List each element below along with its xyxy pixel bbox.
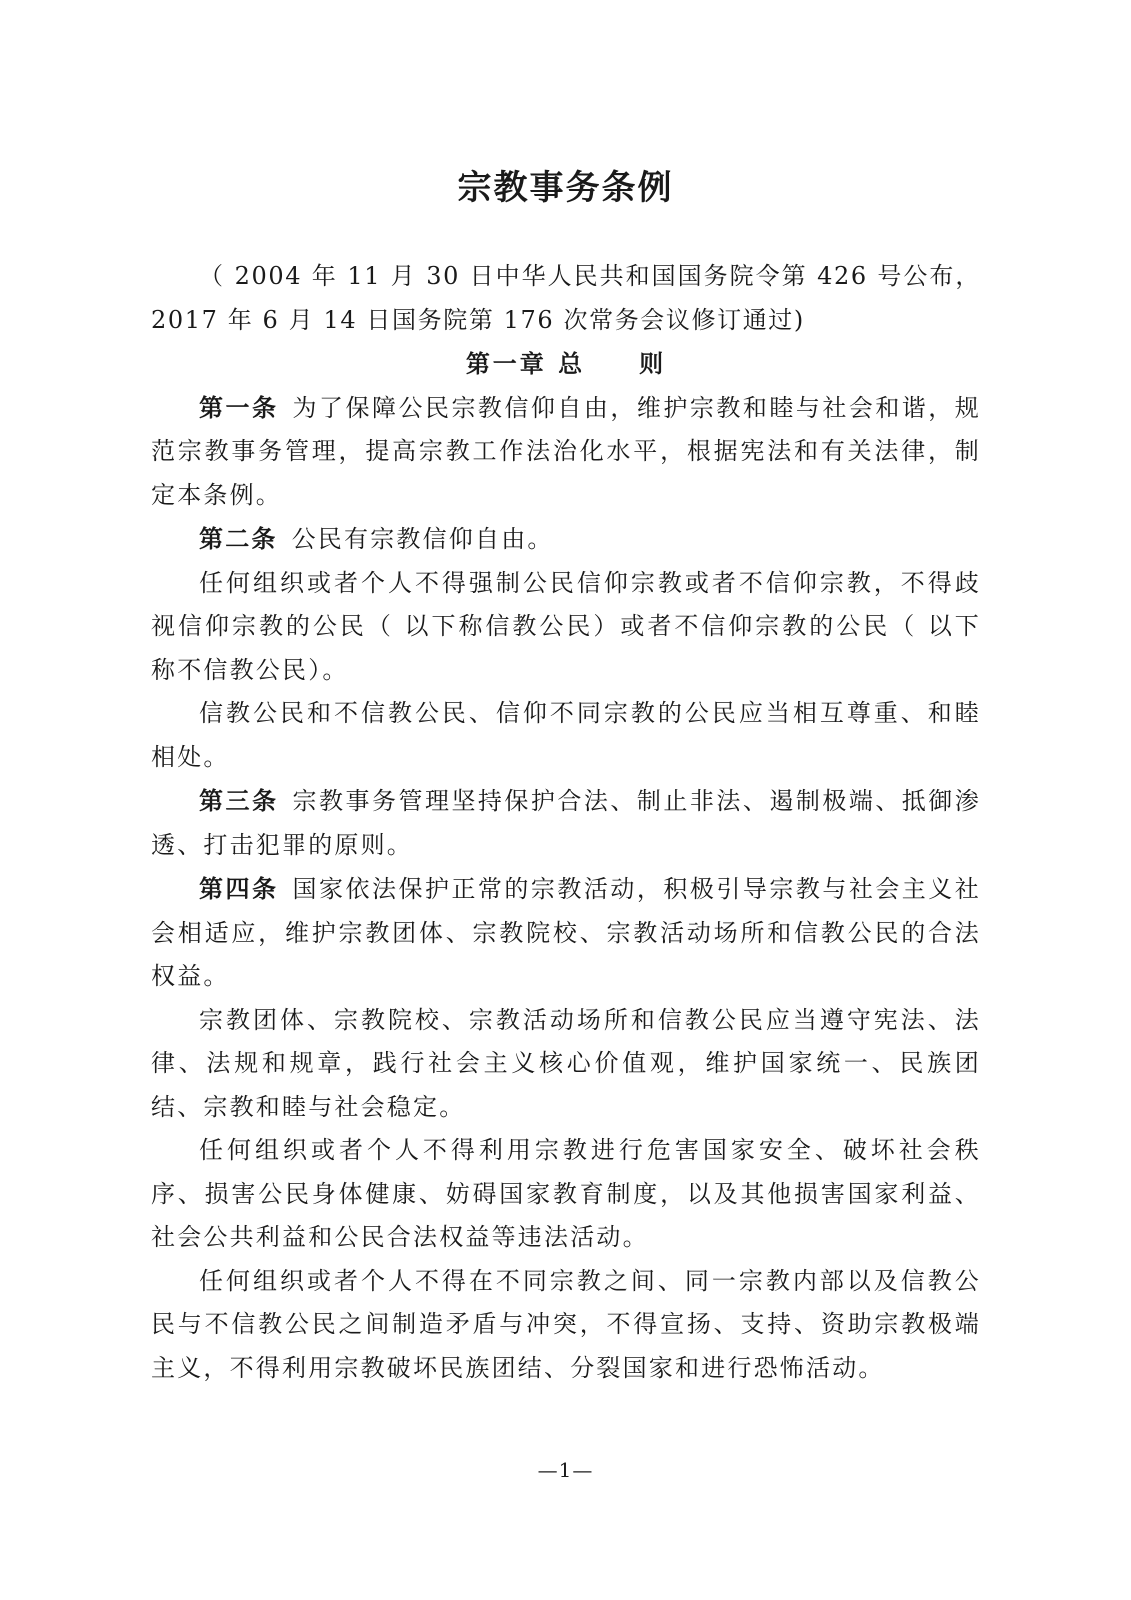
paragraph: 宗教团体、宗教院校、宗教活动场所和信教公民应当遵守宪法、法律、法规和规章，践行社会主义核心价值观，维护国家统一、民族团结、宗教和睦与社会稳定。 <box>151 1005 981 1121</box>
article-text: 宗教事务管理坚持保护合法、制止非法、遏制极端、抵御渗透、打击犯罪的原则。 <box>151 787 981 859</box>
paragraph: 任何组织或者个人不得在不同宗教之间、同一宗教内部以及信教公民与不信教公民之间制造矛盾与冲突，不得宣扬、支持、资助宗教极端主义，不得利用宗教破坏民族团结、分裂国家和进行恐怖活动。 <box>151 1266 981 1382</box>
chapter-heading: 第一章 总 则 <box>465 349 667 378</box>
article-text: 国家依法保护正常的宗教活动，积极引导宗教与社会主义社会相适应，维护宗教团体、宗教院校、宗教活动场所和信教公民的合法权益。 <box>151 875 981 990</box>
paragraph: 任何组织或者个人不得强制公民信仰宗教或者不信仰宗教，不得歧视信仰宗教的公民（ 以下称信教公民）或者不信仰宗教的公民（ 以下称不信教公民）。 <box>151 568 981 684</box>
article-label: 第一条 <box>199 392 279 422</box>
paragraph: 任何组织或者个人不得利用宗教进行危害国家安全、破坏社会秩序、损害公民身体健康、妨碍国家教育制度，以及其他损害国家利益、社会公共利益和公民合法权益等违法活动。 <box>151 1136 981 1251</box>
article-1 <box>151 386 981 518</box>
document-title: 宗教事务条例 <box>457 168 674 208</box>
article-2 <box>151 517 981 562</box>
paragraph: 信教公民和不信教公民、信仰不同宗教的公民应当相互尊重、和睦相处。 <box>151 699 981 771</box>
article-label: 第三条 <box>199 786 279 815</box>
article-text: 公民有宗教信仰自由。 <box>291 525 554 553</box>
article-label: 第四条 <box>199 874 279 903</box>
page-number: —1— <box>537 1458 594 1482</box>
article-label: 第二条 <box>199 524 278 553</box>
article-3 <box>151 779 981 867</box>
article-text: 为了保障公民宗教信仰自由，维护宗教和睦与社会和谐，规范宗教事务管理，提高宗教工作法治化水平，根据宪法和有关法律，制定本条例。 <box>151 393 981 509</box>
promulgation-note: （ 2004 年 11 月 30 日中华人民共和国国务院令第 426 号公布，2017 年 6 月 14 日国务院第 176 次常务会议修订通过) <box>151 262 981 334</box>
article-4 <box>151 867 981 999</box>
document-body <box>151 255 981 1390</box>
